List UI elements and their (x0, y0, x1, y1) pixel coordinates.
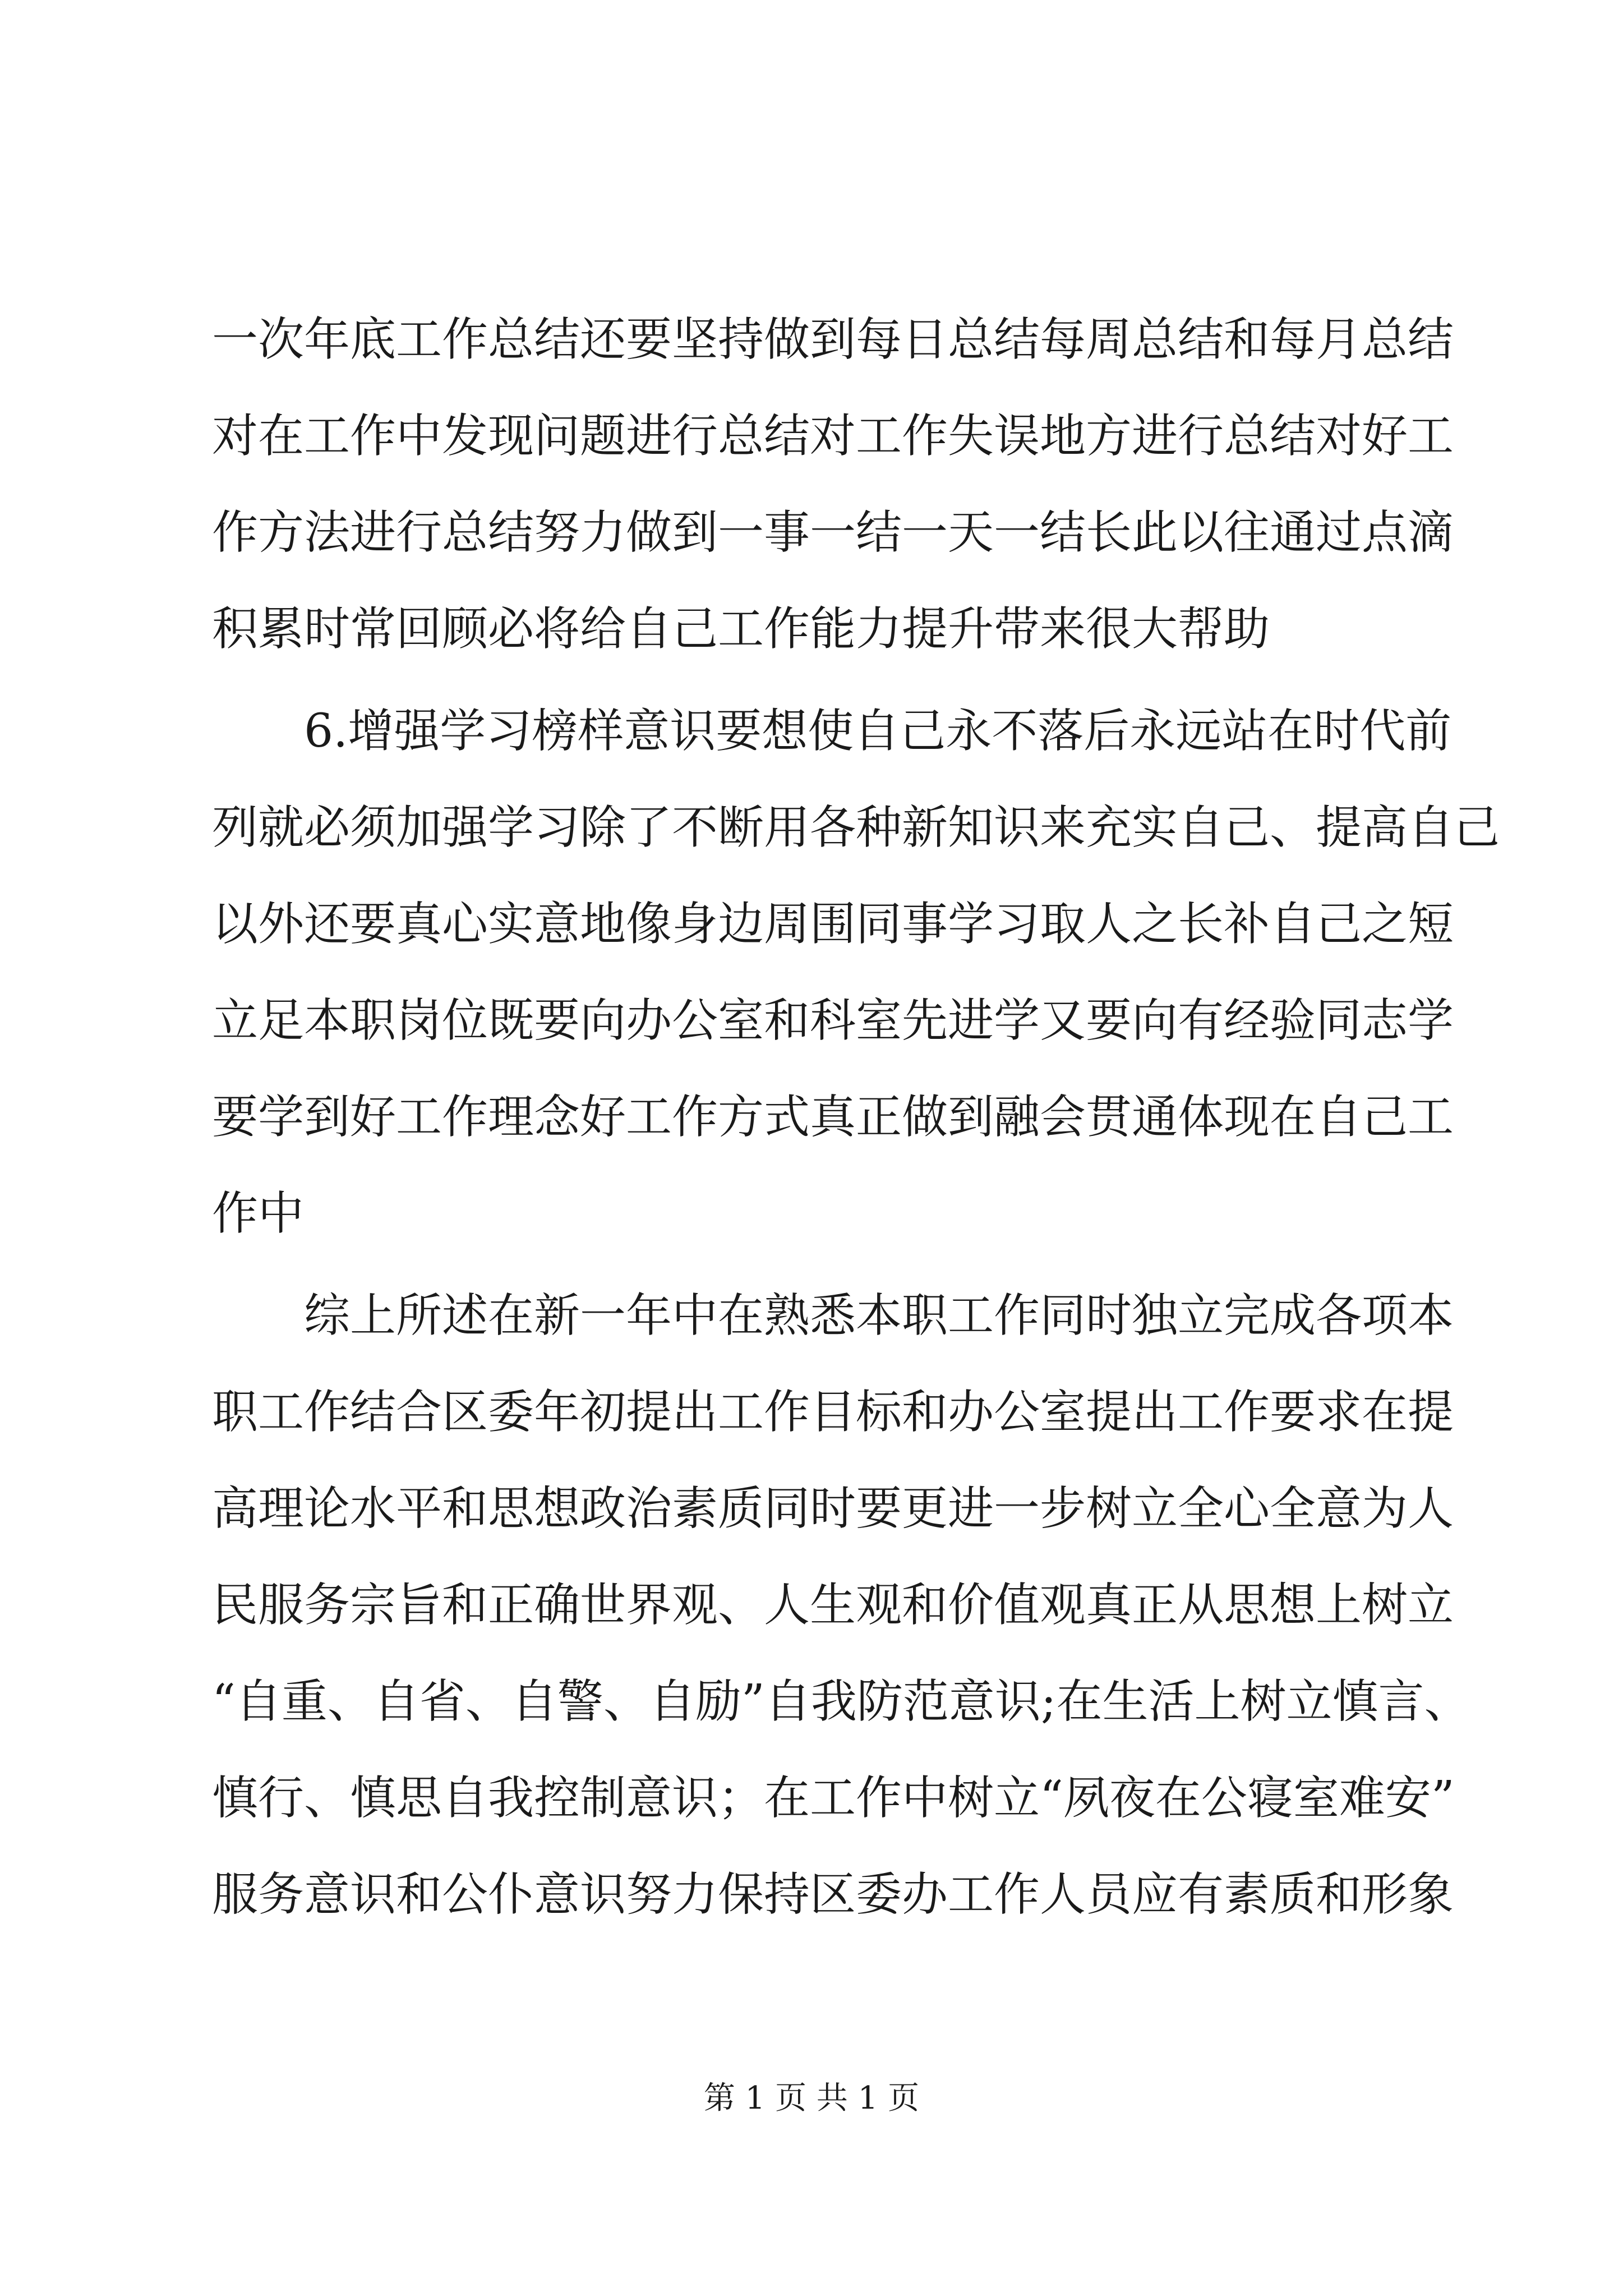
text-line: 列就必须加强学习除了不断用各种新知识来充实自己、提高自己 (212, 801, 1500, 854)
text-line: 以外还要真心实意地像身边周围同事学习取人之长补自己之短 (212, 898, 1454, 951)
text-line: 积累时常回顾必将给自己工作能力提升带来很大帮助 (212, 602, 1270, 656)
text-line: 慎行、慎思自我控制意识；在工作中树立“夙夜在公寝室难安” (212, 1772, 1455, 1825)
text-line: 作中 (212, 1187, 305, 1240)
paragraph-item-6 (212, 683, 1500, 1262)
text-line: 要学到好工作理念好工作方式真正做到融会贯通体现在自己工 (212, 1091, 1454, 1144)
document-body (212, 292, 1500, 1943)
text-line: “自重、自省、自警、自励”自我防范意识;在生活上树立慎言、 (212, 1675, 1470, 1728)
text-line: 作方法进行总结努力做到一事一结一天一结长此以往通过点滴 (212, 506, 1454, 559)
text-line: 综上所述在新一年中在熟悉本职工作同时独立完成各项本 (304, 1289, 1454, 1342)
text-line: 对在工作中发现问题进行总结对工作失误地方进行总结对好工 (212, 409, 1454, 463)
text-line: 高理论水平和思想政治素质同时要更进一步树立全心全意为人 (212, 1482, 1454, 1535)
text-line: 立足本职岗位既要向办公室和科室先进学又要向有经验同志学 (212, 994, 1454, 1047)
text-line: 职工作结合区委年初提出工作目标和办公室提出工作要求在提 (212, 1386, 1454, 1439)
text-line: 服务意识和公仆意识努力保持区委办工作人员应有素质和形象 (212, 1868, 1454, 1921)
paragraph-summary (212, 1268, 1470, 1943)
text-line: 6.增强学习榜样意识要想使自己永不落后永远站在时代前 (304, 705, 1452, 758)
paragraph-continuation (212, 292, 1454, 678)
page-number-footer: 第 1 页 共 1 页 (703, 2080, 920, 2116)
text-line: 民服务宗旨和正确世界观、人生观和价值观真正从思想上树立 (212, 1579, 1454, 1632)
text-line: 一次年底工作总结还要坚持做到每日总结每周总结和每月总结 (212, 313, 1454, 366)
